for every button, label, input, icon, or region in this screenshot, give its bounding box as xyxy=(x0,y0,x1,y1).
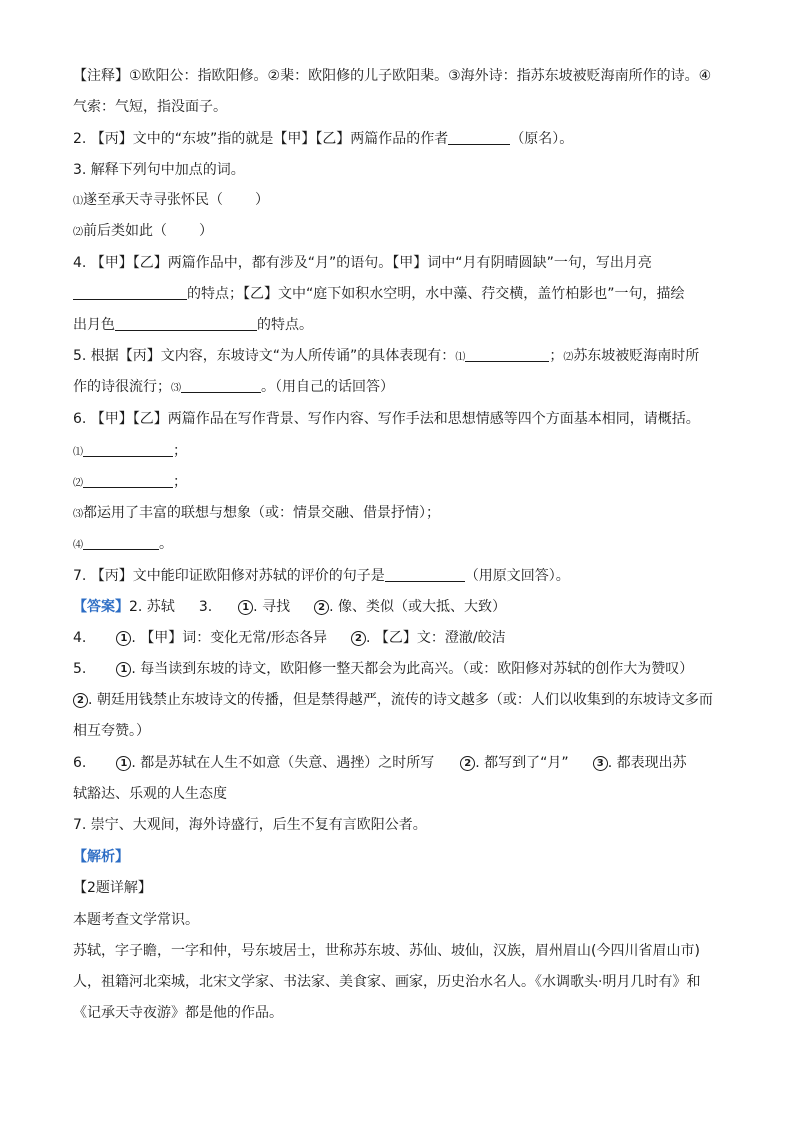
circled-number: 2 xyxy=(73,693,88,708)
answer-line-4: 4. 1 . 【甲】词：变化无常/形态各异 2 . 【乙】文：澄澈/皎洁 xyxy=(73,630,506,646)
circled-number: 3 xyxy=(593,756,608,771)
answer-line-6-1: 6. 1 . 都是苏轼在人生不如意（失意、遇挫）之时所写 2 . 都写到了“月” 3 . 都表现出苏 xyxy=(73,755,687,771)
answer-blank xyxy=(73,284,187,300)
circled-number: 2 xyxy=(314,600,329,615)
question-4-line-3: 出月色 的特点。 xyxy=(73,317,313,333)
question-5-line-1: 5. 根据【丙】文内容，东坡诗文“为人所传诵”的具体表现有：⑴ ；⑵苏东坡被贬海南时所 xyxy=(73,348,700,364)
circled-number: 1 xyxy=(238,600,253,615)
answer-line-6-2: 轼豁达、乐观的人生态度 xyxy=(73,786,227,802)
analysis-line-2: 苏轼，字子瞻，一字和仲，号东坡居士，世称苏东坡、苏仙、坡仙，汉族，眉州眉山(今四川省眉山市) xyxy=(73,943,700,959)
circled-number: 1 xyxy=(116,631,131,646)
question-3-item-2: ⑵前后类如此（ ） xyxy=(73,223,213,239)
answer-line-7: 7. 崇宁、大观间，海外诗盛行，后生不复有言欧阳公者。 xyxy=(73,817,427,833)
answer-blank xyxy=(115,315,257,331)
note-line-2: 气索：气短，指没面子。 xyxy=(73,99,227,115)
analysis-label: 【解析】 xyxy=(73,849,129,865)
answer-blank xyxy=(465,346,549,362)
question-2: 2. 【丙】文中的“东坡”指的就是【甲】【乙】两篇作品的作者 （原名）。 xyxy=(73,131,574,147)
answer-blank xyxy=(83,472,173,488)
note-line-1: 【注释】①欧阳公：指欧阳修。②棐：欧阳修的儿子欧阳棐。③海外诗：指苏东坡被贬海南所作的诗。④ xyxy=(73,68,712,84)
answer-blank xyxy=(181,377,261,393)
answer-line-5-1: 5. 1 . 每当读到东坡的诗文，欧阳修一整天都会为此高兴。（或：欧阳修对苏轼的创作大为赞叹） xyxy=(73,661,694,677)
circled-number: 2 xyxy=(460,756,475,771)
answer-line-2-3: 【答案】2. 苏轼 3. 1 . 寻找 2 . 像、类似（或大抵、大致） xyxy=(73,599,506,615)
circled-number: 1 xyxy=(116,756,131,771)
question-4-line-2: 的特点；【乙】文中“庭下如积水空明，水中藻、荇交横，盖竹柏影也”一句，描绘 xyxy=(73,284,723,304)
answer-blank xyxy=(83,534,159,550)
answer-blank xyxy=(448,129,510,145)
analysis-line-3: 人，祖籍河北栾城，北宋文学家、书法家、美食家、画家，历史治水名人。《水调歌头·明月几时有》和 xyxy=(73,974,701,990)
answer-line-5-3: 相互夸赞。） xyxy=(73,723,150,739)
circled-number: 2 xyxy=(351,631,366,646)
question-7: 7. 【丙】文中能印证欧阳修对苏轼的评价的句子是 （用原文回答）。 xyxy=(73,568,570,584)
answer-blank xyxy=(83,441,173,457)
answer-blank xyxy=(385,566,465,582)
question-6-item-4: ⑷ 。 xyxy=(73,536,173,552)
analysis-line-1: 本题考查文学常识。 xyxy=(73,912,199,928)
detail-title: 【2题详解】 xyxy=(73,880,152,896)
question-5-line-2: 作的诗很流行；⑶ 。（用自己的话回答） xyxy=(73,379,394,395)
question-6-item-2: ⑵ ； xyxy=(73,474,187,490)
answer-line-5-2: 2 . 朝廷用钱禁止东坡诗文的传播，但是禁得越严，流传的诗文越多（或：人们以收集到的东坡诗文多而 xyxy=(73,690,723,710)
answer-label: 【答案】 xyxy=(73,599,129,615)
analysis-line-4: 《记承天寺夜游》都是他的作品。 xyxy=(73,1005,283,1021)
question-6-item-3: ⑶都运用了丰富的联想与想象（或：情景交融、借景抒情）； xyxy=(73,505,440,521)
question-3-item-1: ⑴遂至承天寺寻张怀民（ ） xyxy=(73,192,269,208)
question-3-title: 3. 解释下列句中加点的词。 xyxy=(73,162,245,178)
question-6-item-1: ⑴ ； xyxy=(73,443,187,459)
circled-number: 1 xyxy=(116,662,131,677)
question-4-line-1: 4. 【甲】【乙】两篇作品中，都有涉及“月”的语句。【甲】词中“月有阴晴圆缺”一句，写出月亮 xyxy=(73,255,652,271)
question-6-title: 6. 【甲】【乙】两篇作品在写作背景、写作内容、写作手法和思想情感等四个方面基本相同，请概括。 xyxy=(73,411,700,427)
